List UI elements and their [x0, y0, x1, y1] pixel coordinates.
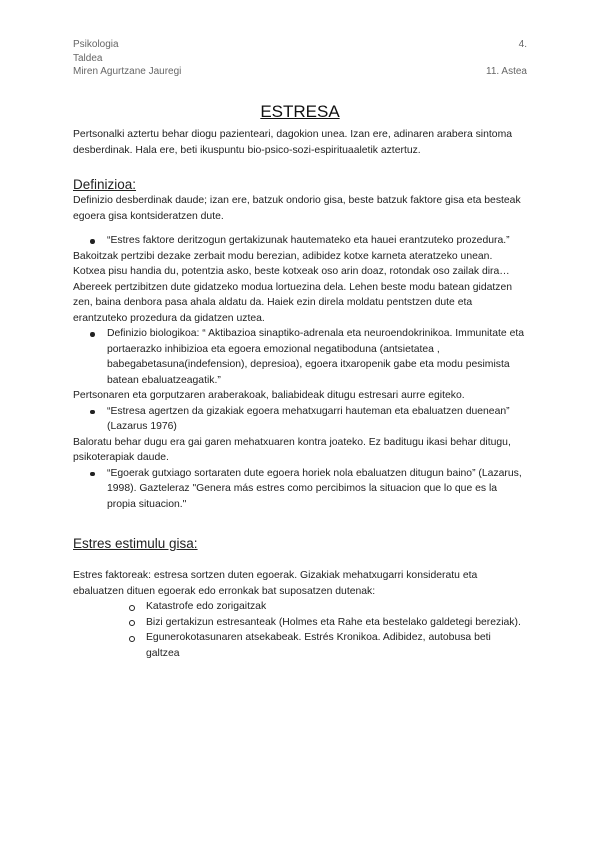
definizioa-paragraph-4: Pertsonaren eta gorputzaren araberakoak, baliabideak ditugu estresari aurre egiteko. [73, 390, 465, 401]
definizioa-bullets-2 [73, 326, 527, 388]
definizioa-paragraph-1: Definizio desberdinak daude; izan ere, batzuk ondorio gisa, beste batzuk faktore gisa eta besteak egoera gisa kontsideratzen dute. [73, 195, 521, 222]
header-subject: Psikologia [73, 39, 119, 50]
bullet-item: “Egoerak gutxiago sortaraten dute egoera horiek nola ebaluatzen ditugun baino” (Lazarus, 1998). Gazteleraz "Genera más estres como percibimos la situacion que lo que es la propia situacion." [73, 466, 527, 513]
header-author: Miren Agurtzane Jauregi [73, 66, 182, 77]
page-header [73, 38, 527, 79]
definizioa-bullets-4 [73, 466, 527, 513]
sublist-item: Katastrofe edo zorigaitzak [73, 599, 527, 615]
definizioa-paragraph-5: Baloratu behar dugu era gai garen mehatxuaren kontra joateko. Ez baditugu ikasi behar ditugu, psikoterapiak daude. [73, 436, 511, 463]
estimulu-paragraph-1: Estres faktoreak: estresa sortzen duten egoerak. Gizakiak mehatxugarri konsideratu eta ebaluatzen dituen egoerak edo erronkak bat suposatzen dutenak: [73, 570, 478, 597]
section-heading-definizioa: Definizioa: [73, 177, 137, 192]
section-heading-estimulu: Estres estimulu gisa: [73, 536, 198, 551]
header-group-label: Taldea [73, 52, 103, 64]
document-title: ESTRESA [260, 102, 340, 121]
definizioa-paragraph-3: Abereek pertzibitzen dute gidatzeko modua lortuezina dela. Lehen beste modu batean gidatzen zen, baina denbora pasa ahala aldatu da. Haiek ezin direla moldatu pentstzen dute eta erantzuteko prozedura da gidatzen uztea. [73, 281, 513, 324]
document-body [73, 127, 527, 661]
definizioa-bullets-3 [73, 404, 527, 435]
header-week: 11. Astea [486, 66, 527, 77]
bullet-item: “Estresa agertzen da gizakiak egoera mehatxugarri hauteman eta ebaluatzen duenean” (Lazarus 1976) [73, 404, 527, 435]
bullet-item: “Estres faktore deritzogun gertakizunak hautemateko eta hauei erantzuteko prozedura.” [73, 233, 527, 249]
sublist-item: Egunerokotasunaren atsekabeak. Estrés Kronikoa. Adibidez, autobusa beti galtzea [73, 630, 527, 661]
intro-paragraph: Pertsonalki aztertu behar diogu pazienteari, dagokion unea. Izan ere, adinaren arabera sintoma desberdinak. Hala ere, beti ikuspuntu bio-psico-sozi-espirituaaletik aztertuz. [73, 129, 512, 156]
bullet-item: Definizio biologikoa: “ Aktibazioa sinaptiko-adrenala eta neuroendokrinikoa. Immunitate eta portaerazko inhibizioa eta egoera emozional negatiboduna (antsietatea , babegabetasuna(indefension), depresioa), egoera itxaropenik gabe eta modu pesimista batean ebaluatzeagatik.” [73, 326, 527, 388]
header-group-number: 4. [518, 39, 527, 50]
sublist-item: Bizi gertakizun estresanteak (Holmes eta Rahe eta bestelako galdetegi bereziak). [73, 615, 527, 631]
estimulu-sublist [73, 599, 527, 661]
definizioa-paragraph-2: Bakoitzak pertzibi dezake zerbait modu berezian, adibidez kotxe karneta ateratzeko unean. Kotxea pisu handia du, potentzia asko, beste kotxeak oso arin doaz, rotondak oso zailak dira… [73, 250, 510, 277]
definizioa-bullets-1 [73, 233, 527, 249]
